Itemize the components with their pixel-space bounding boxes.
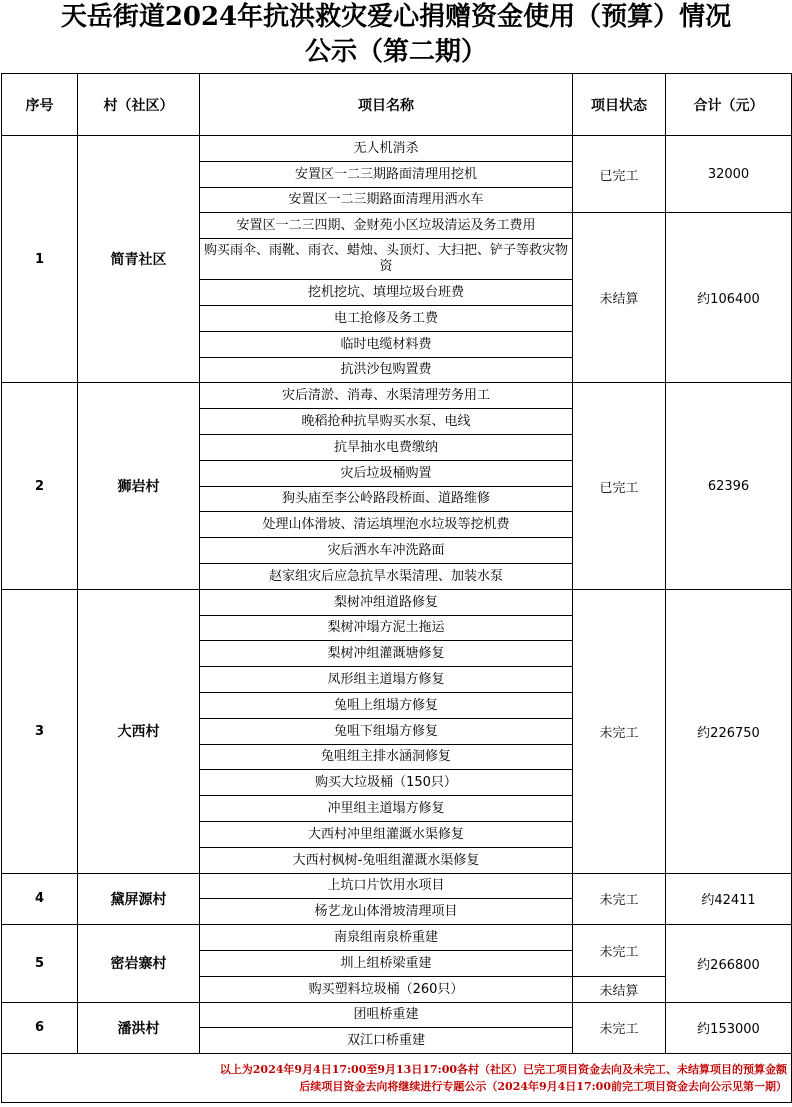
project-name: 南泉组南泉桥重建 — [200, 925, 573, 951]
total-amount: 约266800 — [666, 925, 792, 1002]
header-total: 合计（元） — [666, 74, 792, 136]
row-index: 3 — [2, 589, 78, 873]
project-name: 挖机挖坑、填埋垃圾台班费 — [200, 280, 573, 306]
project-name: 安置区一二三四期、金财苑小区垃圾清运及务工费用 — [200, 213, 573, 239]
row-index: 2 — [2, 383, 78, 589]
project-name: 灾后清淤、消毒、水渠清理劳务用工 — [200, 383, 573, 409]
project-name: 狗头庙至李公岭路段桥面、道路维修 — [200, 486, 573, 512]
row-index: 6 — [2, 1002, 78, 1054]
project-name: 安置区一二三期路面清理用洒水车 — [200, 187, 573, 213]
project-name: 大西村冲里组灌溉水渠修复 — [200, 821, 573, 847]
table-row — [2, 383, 792, 409]
header-project: 项目名称 — [200, 74, 573, 136]
project-name: 兔咀下组塌方修复 — [200, 718, 573, 744]
funds-table — [1, 73, 792, 1103]
project-name: 灾后洒水车冲洗路面 — [200, 538, 573, 564]
project-name: 处理山体滑坡、清运填埋泡水垃圾等挖机费 — [200, 512, 573, 538]
footnote-line-2: 后续项目资金去向将继续进行专题公示（2024年9月4日17:00前完工项目资金去向公示见第一期） — [299, 1080, 787, 1094]
total-amount: 约42411 — [666, 873, 792, 925]
footnote-line-1: 以上为2024年9月4日17:00至9月13日17:00各村（社区）已完工项目资金去向及未完工、未结算项目的预算金额 — [219, 1063, 787, 1077]
project-name: 购买塑料垃圾桶（260只） — [200, 976, 573, 1002]
row-index: 5 — [2, 925, 78, 1002]
project-name: 抗旱抽水电费缴纳 — [200, 434, 573, 460]
project-name: 电工抢修及务工费 — [200, 305, 573, 331]
project-name: 凤形组主道塌方修复 — [200, 667, 573, 693]
project-name: 梨树冲组道路修复 — [200, 589, 573, 615]
project-status: 未完工 — [573, 1002, 666, 1054]
project-name: 赵家组灾后应急抗旱水渠清理、加装水泵 — [200, 563, 573, 589]
table-row — [2, 1002, 792, 1028]
village-name: 潘洪村 — [78, 1002, 200, 1054]
project-name: 安置区一二三期路面清理用挖机 — [200, 161, 573, 187]
village-name: 密岩寨村 — [78, 925, 200, 1002]
total-amount: 62396 — [666, 383, 792, 589]
village-name: 黛屏源村 — [78, 873, 200, 925]
project-name: 梨树冲组灌溉塘修复 — [200, 641, 573, 667]
total-amount: 约106400 — [666, 213, 792, 383]
project-name: 梨树冲塌方泥土拖运 — [200, 615, 573, 641]
header-status: 项目状态 — [573, 74, 666, 136]
project-name: 购买大垃圾桶（150只） — [200, 770, 573, 796]
project-name: 大西村枫树-兔咀组灌溉水渠修复 — [200, 847, 573, 873]
project-name: 双江口桥重建 — [200, 1028, 573, 1054]
header-row — [2, 74, 792, 136]
row-index: 1 — [2, 136, 78, 383]
row-index: 4 — [2, 873, 78, 925]
project-name: 晚稻抢种抗旱购买水泵、电线 — [200, 409, 573, 435]
project-name: 兔咀上组塌方修复 — [200, 692, 573, 718]
total-amount: 约153000 — [666, 1002, 792, 1054]
project-status: 已完工 — [573, 383, 666, 589]
footnote — [2, 1054, 792, 1103]
project-name: 抗洪沙包购置费 — [200, 357, 573, 383]
total-amount: 约226750 — [666, 589, 792, 873]
project-status: 已完工 — [573, 136, 666, 213]
project-name: 兔咀组主排水涵洞修复 — [200, 744, 573, 770]
table-row — [2, 873, 792, 899]
table-row — [2, 925, 792, 951]
village-name: 狮岩村 — [78, 383, 200, 589]
project-status: 未结算 — [573, 213, 666, 383]
project-name: 无人机消杀 — [200, 136, 573, 162]
village-name: 简青社区 — [78, 136, 200, 383]
project-status: 未完工 — [573, 589, 666, 873]
project-name: 购买雨伞、雨靴、雨衣、蜡烛、头顶灯、大扫把、铲子等救灾物资 — [200, 239, 573, 280]
table-row — [2, 136, 792, 162]
project-name: 临时电缆材料费 — [200, 331, 573, 357]
project-name: 冲里组主道塌方修复 — [200, 796, 573, 822]
project-status: 未完工 — [573, 925, 666, 977]
project-name: 灾后垃圾桶购置 — [200, 460, 573, 486]
project-status: 未结算 — [573, 976, 666, 1002]
header-village: 村（社区） — [78, 74, 200, 136]
project-name: 圳上组桥梁重建 — [200, 950, 573, 976]
total-amount: 32000 — [666, 136, 792, 213]
table-row — [2, 589, 792, 615]
document-title — [0, 0, 792, 73]
project-name: 团咀桥重建 — [200, 1002, 573, 1028]
project-name: 杨艺龙山体滑坡清理项目 — [200, 899, 573, 925]
project-name: 上坑口片饮用水项目 — [200, 873, 573, 899]
title-line-2: 公示（第二期） — [304, 37, 487, 67]
footnote-row — [2, 1054, 792, 1103]
village-name: 大西村 — [78, 589, 200, 873]
header-index: 序号 — [2, 74, 78, 136]
title-line-1: 天岳街道2024年抗洪救灾爱心捐赠资金使用（预算）情况 — [60, 2, 732, 32]
project-status: 未完工 — [573, 873, 666, 925]
